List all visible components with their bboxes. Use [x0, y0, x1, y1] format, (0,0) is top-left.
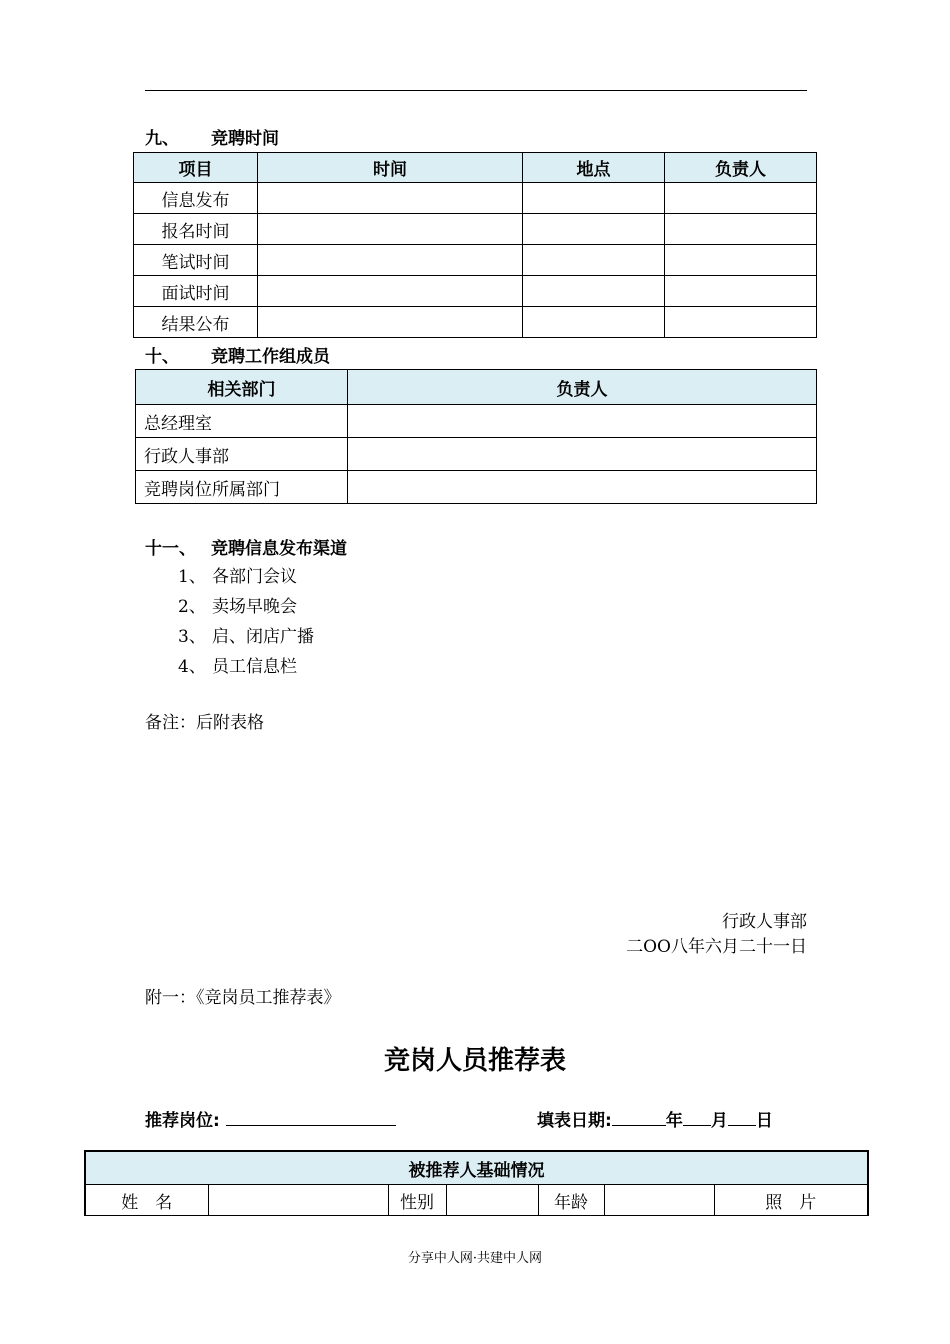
- gender-label: 性别: [388, 1185, 446, 1216]
- schedule-cell[interactable]: [258, 307, 523, 338]
- position-input-line[interactable]: [226, 1107, 396, 1126]
- age-cell[interactable]: [604, 1185, 714, 1216]
- name-label: 姓 名: [85, 1185, 208, 1216]
- section11-number: 十一、: [145, 539, 196, 559]
- form-title: 竞岗人员推荐表: [383, 1046, 566, 1076]
- schedule-cell[interactable]: [258, 214, 523, 245]
- day-input-line[interactable]: [728, 1107, 756, 1126]
- table-row: [134, 307, 817, 338]
- photo-label: 照 片: [714, 1185, 868, 1216]
- section11-heading: [145, 534, 347, 559]
- schedule-cell[interactable]: [665, 245, 817, 276]
- year-input-line[interactable]: [612, 1107, 666, 1126]
- team-table: [135, 369, 817, 504]
- header-rule: [145, 90, 807, 91]
- month-input-line[interactable]: [683, 1107, 711, 1126]
- list-item: 4、 员工信息栏: [178, 657, 297, 677]
- position-label: 推荐岗位:: [145, 1111, 220, 1131]
- schedule-cell[interactable]: [523, 183, 665, 214]
- section11-title: 竞聘信息发布渠道: [211, 539, 347, 559]
- team-row-label: 竞聘岗位所属部门: [136, 471, 348, 504]
- schedule-table: [133, 152, 817, 338]
- schedule-header-item: 项目: [134, 153, 258, 183]
- fill-date-label: 填表日期:: [537, 1111, 612, 1131]
- schedule-cell[interactable]: [258, 245, 523, 276]
- list-item: 2、 卖场早晚会: [178, 597, 297, 617]
- page-footer: 分享中人网·共建中人网: [407, 1251, 543, 1266]
- section9-number: 九、: [145, 129, 179, 149]
- name-cell[interactable]: [208, 1185, 388, 1216]
- team-cell[interactable]: [348, 471, 817, 504]
- signature-date: 二OO八年六月二十一日: [626, 937, 807, 957]
- team-header-dept: 相关部门: [136, 370, 348, 405]
- section10-heading: [145, 342, 330, 367]
- table-row: [136, 438, 817, 471]
- section10-number: 十、: [145, 347, 179, 367]
- section9-title: 竞聘时间: [211, 129, 279, 149]
- schedule-row-label: 信息发布: [134, 183, 258, 214]
- table-row: [134, 245, 817, 276]
- schedule-cell[interactable]: [258, 183, 523, 214]
- note-text: 备注：后附表格: [145, 713, 264, 733]
- team-row-label: 行政人事部: [136, 438, 348, 471]
- schedule-cell[interactable]: [523, 214, 665, 245]
- schedule-header-owner: 负责人: [665, 153, 817, 183]
- schedule-row-label: 笔试时间: [134, 245, 258, 276]
- team-header-owner: 负责人: [348, 370, 817, 405]
- schedule-cell[interactable]: [665, 183, 817, 214]
- recommend-table-header: 被推荐人基础情况: [85, 1151, 868, 1185]
- appendix-label: 附一：《竞岗员工推荐表》: [145, 988, 341, 1008]
- schedule-cell[interactable]: [523, 307, 665, 338]
- table-row: [136, 471, 817, 504]
- table-row: [134, 276, 817, 307]
- schedule-row-label: 报名时间: [134, 214, 258, 245]
- schedule-row-label: 面试时间: [134, 276, 258, 307]
- list-item: 1、 各部门会议: [178, 567, 297, 587]
- schedule-header-time: 时间: [258, 153, 523, 183]
- schedule-cell[interactable]: [665, 214, 817, 245]
- schedule-row-label: 结果公布: [134, 307, 258, 338]
- signature-dept: 行政人事部: [722, 912, 807, 932]
- age-label: 年龄: [538, 1185, 604, 1216]
- fill-date-row: [537, 1106, 773, 1131]
- schedule-cell[interactable]: [258, 276, 523, 307]
- gender-cell[interactable]: [446, 1185, 538, 1216]
- team-cell[interactable]: [348, 405, 817, 438]
- position-row: [145, 1106, 396, 1131]
- month-label: 月: [710, 1111, 728, 1131]
- table-row: [134, 214, 817, 245]
- year-label: 年: [665, 1111, 683, 1131]
- schedule-cell[interactable]: [665, 307, 817, 338]
- section10-title: 竞聘工作组成员: [211, 347, 330, 367]
- table-row: [136, 405, 817, 438]
- schedule-cell[interactable]: [523, 245, 665, 276]
- day-label: 日: [755, 1111, 773, 1131]
- schedule-header-place: 地点: [523, 153, 665, 183]
- team-row-label: 总经理室: [136, 405, 348, 438]
- table-row: [134, 183, 817, 214]
- schedule-cell[interactable]: [665, 276, 817, 307]
- list-item: 3、 启、闭店广播: [178, 627, 314, 647]
- team-cell[interactable]: [348, 438, 817, 471]
- recommend-table: [84, 1150, 869, 1216]
- schedule-cell[interactable]: [523, 276, 665, 307]
- table-row: [85, 1185, 868, 1216]
- section9-heading: [145, 124, 279, 149]
